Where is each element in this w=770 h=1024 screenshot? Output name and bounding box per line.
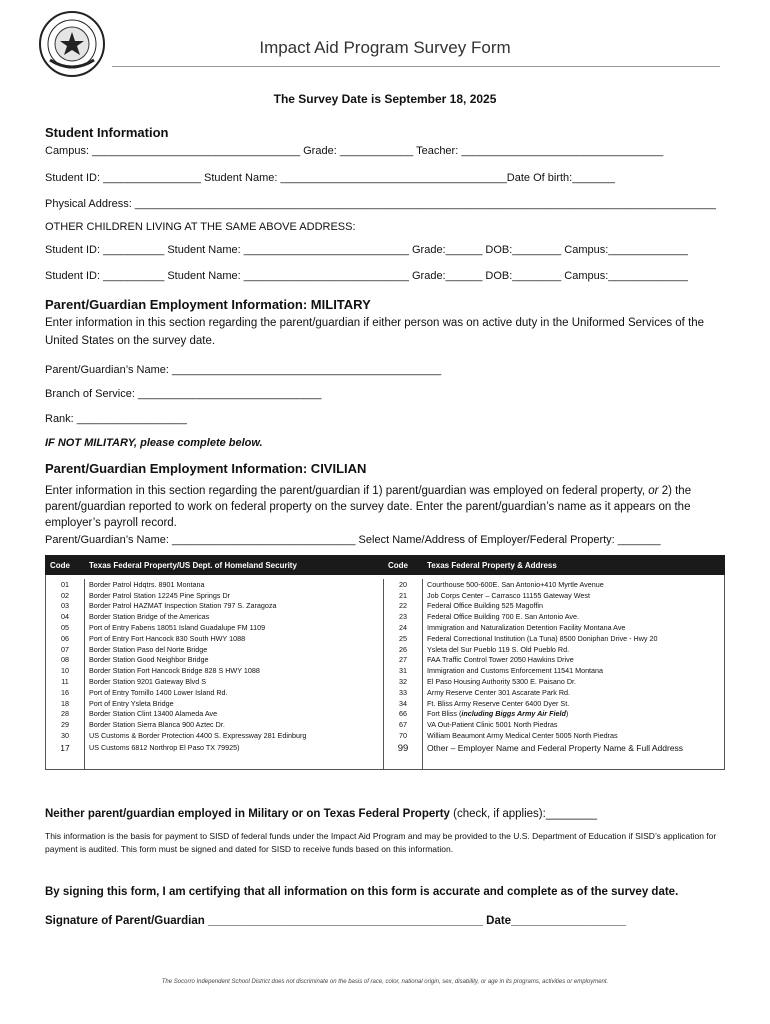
neither-check-field[interactable]: (check, if applies):________ (449, 808, 597, 820)
property-cell: Border Station Bridge of the Americas (85, 611, 384, 622)
code-cell: 08 (46, 655, 85, 666)
other-child-line-2[interactable]: Student ID: __________ Student Name: ___________________________ Grade:______ DOB:________ Campus:_____________ (45, 270, 688, 282)
table-row (46, 655, 725, 666)
code-cell: 67 (384, 719, 423, 730)
property-cell: Federal Correctional Institution (La Tuna) 8500 Doniphan Drive - Hwy 20 (423, 633, 725, 644)
campus-grade-teacher-line[interactable]: Campus: __________________________________ Grade: ____________ Teacher: _________________________________ (45, 145, 664, 157)
property-cell: Border Station Clint 13400 Alameda Ave (85, 709, 384, 720)
code-cell: 02 (46, 590, 85, 601)
fort-bliss-close: ) (565, 709, 569, 719)
table-row (46, 741, 725, 770)
code-cell: 33 (384, 687, 423, 698)
property-cell: Port of Entry Fabens 18051 Island Guadalupe FM 1109 (85, 622, 384, 633)
nondiscrimination-footer: The Socorro Independent School District does not discriminate on the basis of race, color, national origin, sex, disability, or age in its programs, activities or employment. (161, 979, 609, 985)
table-row (46, 622, 725, 633)
table-row (46, 601, 725, 612)
code-cell: 16 (46, 687, 85, 698)
code-cell: 28 (46, 709, 85, 720)
code-cell: 34 (384, 698, 423, 709)
code-cell: 29 (46, 719, 85, 730)
header-texas-property: Texas Federal Property & Address (423, 556, 725, 575)
property-cell: Port of Entry Ysleta Bridge (85, 698, 384, 709)
military-guardian-name-line[interactable]: Parent/Guardian’s Name: ____________________________________________ (45, 364, 442, 376)
property-cell: Ft. Bliss Army Reserve Center 6400 Dyer St. (423, 698, 725, 709)
code-cell: 24 (384, 622, 423, 633)
table-header-row (46, 556, 725, 575)
property-cell: Border Patrol HAZMAT Inspection Station 797 S. Zaragoza (85, 601, 384, 612)
civilian-guardian-name-line[interactable]: Parent/Guardian’s Name: ______________________________ Select Name/Address of Employer/Federal Property: _______ (45, 534, 661, 546)
code-cell: 17 (46, 741, 85, 770)
funding-disclaimer: This information is the basis for payment to SISD of federal funds under the Impact Aid Program and may be provided to the U.S. Department of Education if SISD’s application for payment is audited. This form must be signed and dated for SISD to receive funds based on this information. (45, 831, 717, 854)
code-cell: 25 (384, 633, 423, 644)
code-cell: 11 (46, 676, 85, 687)
branch-of-service-line[interactable]: Branch of Service: ______________________________ (45, 388, 322, 400)
title-divider (112, 66, 720, 67)
fort-bliss-text: Fort Bliss ( (427, 709, 462, 719)
property-cell: FAA Traffic Control Tower 2050 Hawkins Drive (423, 655, 725, 666)
property-cell: Border Station Paso del Norte Bridge (85, 644, 384, 655)
property-cell: Other – Employer Name and Federal Property Name & Full Address (423, 741, 725, 770)
property-cell: Border Station 9201 Gateway Blvd S (85, 676, 384, 687)
code-cell: 30 (46, 730, 85, 741)
table-row (46, 730, 725, 741)
property-cell (423, 709, 725, 720)
rank-line[interactable]: Rank: __________________ (45, 413, 187, 425)
neither-employed-label: Neither parent/guardian employed in Military or on Texas Federal Property (45, 808, 450, 820)
table-row (46, 676, 725, 687)
property-cell: Border Patrol Station 12245 Pine Springs Dr (85, 590, 384, 601)
code-cell: 20 (384, 579, 423, 590)
header-dhs-property: Texas Federal Property/US Dept. of Homeland Security (85, 556, 384, 575)
signature-date-line[interactable]: Signature of Parent/Guardian ___________________________________________ Date__________________ (45, 915, 627, 927)
code-cell: 04 (46, 611, 85, 622)
property-cell: Army Reserve Center 301 Ascarate Park Rd. (423, 687, 725, 698)
code-cell: 66 (384, 709, 423, 720)
military-heading: Parent/Guardian Employment Information: MILITARY (45, 297, 371, 312)
civilian-instruction (45, 483, 725, 531)
property-cell: Port of Entry Fort Hancock 830 South HWY 1088 (85, 633, 384, 644)
property-cell: Border Patrol Hdqtrs. 8901 Montana (85, 579, 384, 590)
table-row (46, 644, 725, 655)
property-cell: Immigration and Naturalization Detention Facility Montana Ave (423, 622, 725, 633)
survey-date: The Survey Date is September 18, 2025 (273, 92, 497, 106)
code-cell: 23 (384, 611, 423, 622)
property-cell: US Customs & Border Protection 4400 S. Expressway 281 Edinburg (85, 730, 384, 741)
code-cell: 27 (384, 655, 423, 666)
property-cell: Job Corps Center – Carrasco 11155 Gateway West (423, 590, 725, 601)
property-cell: Federal Office Building 525 Magoffin (423, 601, 725, 612)
code-cell: 10 (46, 665, 85, 676)
property-cell: Border Station Sierra Blanca 900 Aztec Dr. (85, 719, 384, 730)
property-cell: Immigration and Customs Enforcement 11541 Montana (423, 665, 725, 676)
code-cell: 05 (46, 622, 85, 633)
code-cell: 26 (384, 644, 423, 655)
student-info-heading: Student Information (45, 125, 169, 140)
other-children-label: OTHER CHILDREN LIVING AT THE SAME ABOVE ADDRESS: (45, 221, 356, 233)
property-cell: Ysleta del Sur Pueblo 119 S. Old Pueblo Rd. (423, 644, 725, 655)
neither-employed-line[interactable] (45, 808, 597, 820)
code-cell: 07 (46, 644, 85, 655)
biggs-field-text: including Biggs Army Air Field (461, 709, 566, 719)
code-cell: 21 (384, 590, 423, 601)
property-cell: US Customs 6812 Northrop El Paso TX 79925) (85, 741, 384, 770)
property-cell: VA Out-Patient Clinic 5001 North Piedras (423, 719, 725, 730)
header-code-left: Code (46, 556, 85, 575)
table-row (46, 579, 725, 590)
military-instruction: Enter information in this section regarding the parent/guardian if either person was on active duty in the Uniformed Services of the United States on the survey date. (45, 317, 705, 347)
student-id-name-dob-line[interactable]: Student ID: ________________ Student Name: _____________________________________Date Of birth:_______ (45, 172, 616, 184)
physical-address-line[interactable]: Physical Address: _______________________________________________________________________________________________ (45, 198, 717, 210)
table-row (46, 719, 725, 730)
property-cell: El Paso Housing Authority 5300 E. Paisano Dr. (423, 676, 725, 687)
code-cell: 01 (46, 579, 85, 590)
table-row (46, 698, 725, 709)
form-title: Impact Aid Program Survey Form (259, 38, 511, 57)
certification-statement: By signing this form, I am certifying that all information on this form is accurate and complete as of the survey date. (45, 886, 679, 898)
property-cell: Border Station Fort Hancock Bridge 828 S HWY 1088 (85, 665, 384, 676)
header-code-right: Code (384, 556, 423, 575)
code-cell: 22 (384, 601, 423, 612)
table-row (46, 633, 725, 644)
civilian-instruction-or: or (648, 485, 659, 497)
code-cell: 18 (46, 698, 85, 709)
code-cell: 31 (384, 665, 423, 676)
code-cell: 70 (384, 730, 423, 741)
code-cell: 03 (46, 601, 85, 612)
civilian-instruction-b: 2) the parent/guardian reported to work on federal property on the survey date. Enter the parent/guardian’s name as it appears on the employer’s payroll record. (45, 485, 692, 529)
table-row (46, 687, 725, 698)
table-row (46, 665, 725, 676)
property-cell: Port of Entry Tornillo 1400 Lower Island Rd. (85, 687, 384, 698)
property-cell: Border Station Good Neighbor Bridge (85, 655, 384, 666)
code-cell: 32 (384, 676, 423, 687)
other-child-line-1[interactable]: Student ID: __________ Student Name: ___________________________ Grade:______ DOB:________ Campus:_____________ (45, 244, 688, 256)
property-cell: Federal Office Building 700 E. San Antonio Ave. (423, 611, 725, 622)
civilian-heading: Parent/Guardian Employment Information: CIVILIAN (45, 461, 367, 476)
property-cell: Courthouse 500-600E. San Antonio+410 Myrtle Avenue (423, 579, 725, 590)
table-row (46, 611, 725, 622)
civilian-instruction-a: Enter information in this section regarding the parent/guardian if 1) parent/guardian was employed on federal property, (45, 485, 649, 497)
code-cell: 06 (46, 633, 85, 644)
not-military-note: IF NOT MILITARY, please complete below. (45, 437, 263, 449)
table-row (46, 590, 725, 601)
property-cell: William Beaumont Army Medical Center 5005 North Piedras (423, 730, 725, 741)
federal-property-table (45, 555, 725, 770)
code-cell: 99 (384, 741, 423, 770)
table-row (46, 709, 725, 720)
